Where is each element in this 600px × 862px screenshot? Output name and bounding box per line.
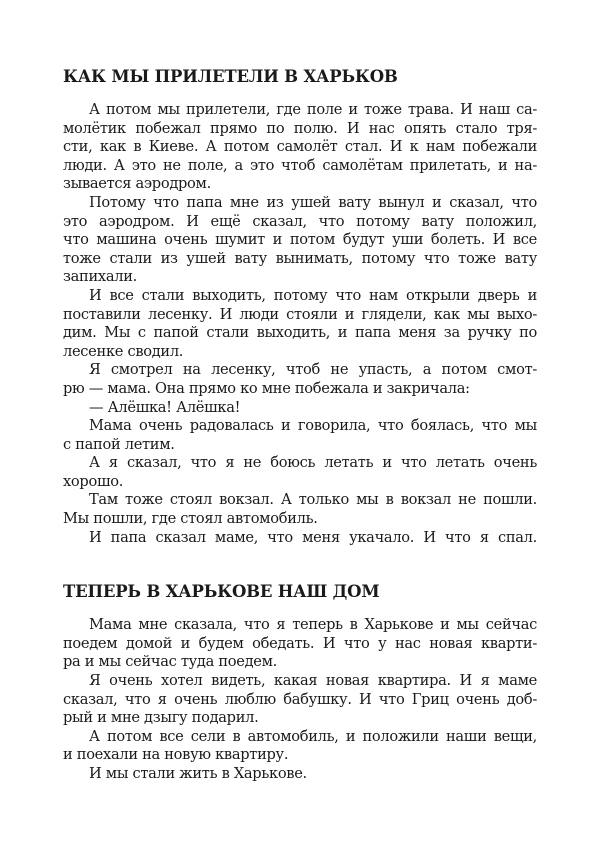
text-line: лесенке сводил. xyxy=(63,342,184,360)
chapter-title: КАК МЫ ПРИЛЕТЕЛИ В ХАРЬКОВ xyxy=(63,67,398,86)
text-line: хорошо. xyxy=(63,472,124,490)
text-line: с папой летим. xyxy=(63,435,175,453)
text-line: рю — мама. Она прямо ко мне побежала и закричала: xyxy=(63,379,470,397)
text-line: дим. Мы с папой стали выходить, и папа меня за ручку по xyxy=(63,324,537,342)
paragraph xyxy=(63,728,537,765)
chapter-home-in-kharkov xyxy=(63,581,537,783)
dialogue-paragraph xyxy=(63,399,537,418)
text-line: молётик побежал прямо по полю. И нас опять стало тря- xyxy=(63,119,537,137)
text-line: Мама очень радовалась и говорила, что боялась, что мы xyxy=(89,417,537,435)
book-page xyxy=(63,66,537,784)
text-line: И мы стали жить в Харькове. xyxy=(89,765,307,782)
text-line: запихали. xyxy=(63,268,137,286)
text-line: зывается аэродром. xyxy=(63,175,211,193)
text-line: люди. А это не поле, а это чтоб самолётам прилетать, и на- xyxy=(63,156,537,174)
paragraph xyxy=(63,672,537,728)
paragraph xyxy=(63,194,537,287)
paragraph xyxy=(63,287,537,361)
text-line: И все стали выходить, потому что нам открыли дверь и xyxy=(89,286,537,304)
text-line: это аэродром. И ещё сказал, что потому вату положил, xyxy=(63,212,537,230)
text-line: сти, как в Киеве. А потом самолёт стал. И к нам побежали xyxy=(63,138,537,156)
text-line: Я смотрел на лесенку, чтоб не упасть, а потом смот- xyxy=(89,361,537,379)
paragraph xyxy=(63,765,537,784)
text-line: поставили лесенку. И люди стояли и глядели, как мы выхо- xyxy=(63,305,537,323)
chapter-title: ТЕПЕРЬ В ХАРЬКОВЕ НАШ ДОМ xyxy=(63,582,380,602)
text-line: И папа сказал маме, что меня укачало. И что я спал. xyxy=(89,528,537,546)
text-line: Мы пошли, где стоял автомобиль. xyxy=(63,510,318,528)
text-line: — Алёшка! Алёшка! xyxy=(89,398,241,416)
paragraph xyxy=(63,491,537,528)
paragraph xyxy=(63,101,537,194)
text-line: ра и мы сейчас туда поедем. xyxy=(63,653,277,671)
text-line: поедем домой и будем обедать. И что у нас новая кварти- xyxy=(63,634,537,652)
paragraph xyxy=(63,616,537,672)
text-line: А потом мы прилетели, где поле и тоже трава. И наш са- xyxy=(89,101,537,118)
text-line: А потом все сели в автомобиль, и положили наши вещи, xyxy=(89,727,537,745)
text-line: Там тоже стоял вокзал. А только мы в вокзал не пошли. xyxy=(89,491,537,509)
chapter-arrival-kharkov xyxy=(63,66,537,547)
text-line: Я очень хотел видеть, какая новая квартира. И я маме xyxy=(89,672,537,690)
text-line: рый и мне дзыгу подарил. xyxy=(63,709,259,727)
text-line: и поехали на новую квартиру. xyxy=(63,746,289,764)
text-line: сказал, что я очень люблю бабушку. И что Гриц очень доб- xyxy=(63,690,537,708)
paragraph xyxy=(63,417,537,454)
paragraph xyxy=(63,454,537,491)
text-line: Потому что папа мне из ушей вату вынул и сказал, что xyxy=(89,193,537,211)
text-line: что машина очень шумит и потом будут уши болеть. И все xyxy=(63,231,537,249)
text-line: А я сказал, что я не боюсь летать и что летать очень xyxy=(89,454,537,472)
paragraph xyxy=(63,529,537,548)
text-line: тоже стали из ушей вату вынимать, потому что тоже вату xyxy=(63,249,537,267)
paragraph xyxy=(63,361,537,398)
text-line: Мама мне сказала, что я теперь в Харькове и мы сейчас xyxy=(89,616,537,634)
